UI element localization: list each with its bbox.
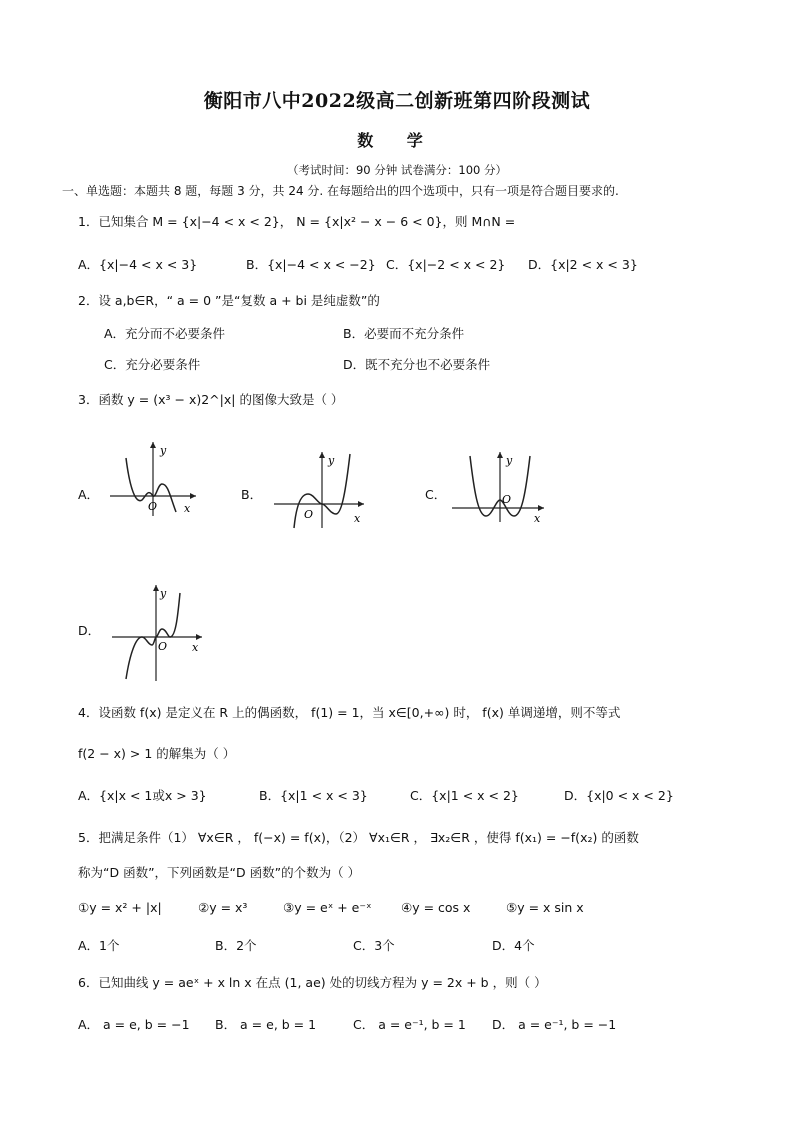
page-title: 衡阳市八中2022级高二创新班第四阶段测试 xyxy=(203,90,591,112)
q6-stem: 6．已知曲线 y = aeˣ + x ln x 在点 (1, ae) 处的切线方程为 y = 2x + b ，则（ ） xyxy=(78,975,547,990)
q3-b-y-label: y xyxy=(328,454,335,467)
q6-option-d: D． a = e⁻¹, b = −1 xyxy=(492,1017,617,1032)
q5-func-3: ③y = eˣ + e⁻ˣ xyxy=(283,900,372,915)
q1-stem: 1．已知集合 M = {x|−4 < x < 2}， N = {x|x² − x − 6 < 0}，则 M∩N = xyxy=(78,214,516,229)
q2-option-a: A．充分而不必要条件 xyxy=(104,326,226,341)
q2-option-b: B．必要而不充分条件 xyxy=(343,326,465,341)
q2-stem: 2．设 a,b∈R，“ a = 0 ”是“复数 a + bi 是纯虚数”的 xyxy=(78,293,380,308)
q1-option-d: D．{x|2 < x < 3} xyxy=(528,257,638,272)
q5-stem-line1: 5．把满足条件（1） ∀x∈R ， f(−x) = f(x)，（2） ∀x₁∈R ， ∃x₂∈R ，使得 f(x₁) = −f(x₂) 的函数 xyxy=(78,830,639,845)
q5-option-d: D．4个 xyxy=(492,938,535,953)
q2-option-c: C．充分必要条件 xyxy=(104,357,201,372)
q6-option-a: A． a = e, b = −1 xyxy=(78,1017,190,1032)
q4-stem-line1: 4．设函数 f(x) 是定义在 R 上的偶函数， f(1) = 1，当 x∈[0,+∞) 时， f(x) 单调递增，则不等式 xyxy=(78,705,621,720)
q3-d-x-label: x xyxy=(192,641,199,654)
q4-option-a: A．{x|x < 1或x > 3} xyxy=(78,788,207,803)
q2-option-d: D．既不充分也不必要条件 xyxy=(343,357,491,372)
q1-option-b: B．{x|−4 < x < −2} xyxy=(246,257,376,272)
q3-c-x-label: x xyxy=(534,512,541,524)
q3-d-origin-label: O xyxy=(158,640,168,653)
q3-b-x-label: x xyxy=(354,512,361,525)
q4-stem-line2: f(2 − x) > 1 的解集为（ ） xyxy=(78,746,236,761)
q5-func-5: ⑤y = x sin x xyxy=(506,900,584,915)
q3-option-b-label: B． xyxy=(241,487,263,502)
q5-option-c: C．3个 xyxy=(353,938,395,953)
q5-func-1: ①y = x² + |x| xyxy=(78,900,162,915)
q3-b-origin-label: O xyxy=(304,508,314,521)
q3-a-origin-label: O xyxy=(148,500,158,513)
q1-option-c: C．{x|−2 < x < 2} xyxy=(386,257,506,272)
q4-option-c: C．{x|1 < x < 2} xyxy=(410,788,519,803)
q4-option-b: B．{x|1 < x < 3} xyxy=(259,788,368,803)
q3-option-c-label: C． xyxy=(425,487,447,502)
q3-graph-d xyxy=(108,583,208,683)
q3-c-origin-label: O xyxy=(502,493,512,506)
exam-info: （考试时间：90 分钟 试卷满分：100 分） xyxy=(286,163,508,177)
q5-option-a: A．1个 xyxy=(78,938,120,953)
q3-stem: 3．函数 y = (x³ − x)2^|x| 的图像大致是（ ） xyxy=(78,392,344,407)
q3-option-a-label: A． xyxy=(78,487,100,502)
q3-c-y-label: y xyxy=(506,454,513,467)
q5-func-2: ②y = x³ xyxy=(198,900,248,915)
q6-option-b: B． a = e, b = 1 xyxy=(215,1017,317,1032)
q3-d-y-label: y xyxy=(160,587,167,600)
q3-a-y-label: y xyxy=(160,444,167,457)
subject-heading: 数 学 xyxy=(357,131,437,150)
q3-graph-b xyxy=(270,448,370,530)
q5-stem-line2: 称为“D 函数”，下列函数是“D 函数”的个数为（ ） xyxy=(78,865,361,880)
q6-option-c: C． a = e⁻¹, b = 1 xyxy=(353,1017,466,1032)
q3-graph-c xyxy=(450,450,550,524)
q5-option-b: B．2个 xyxy=(215,938,257,953)
q4-option-d: D．{x|0 < x < 2} xyxy=(564,788,674,803)
q3-option-d-label: D． xyxy=(78,623,101,638)
q5-func-4: ④y = cos x xyxy=(401,900,471,915)
q3-graph-a xyxy=(104,438,200,518)
q3-a-x-label: x xyxy=(184,502,191,515)
q1-option-a: A．{x|−4 < x < 3} xyxy=(78,257,198,272)
section-heading: 一、单选题：本题共 8 题，每题 3 分，共 24 分. 在每题给出的四个选项中，只有一项是符合题目要求的. xyxy=(62,184,619,198)
